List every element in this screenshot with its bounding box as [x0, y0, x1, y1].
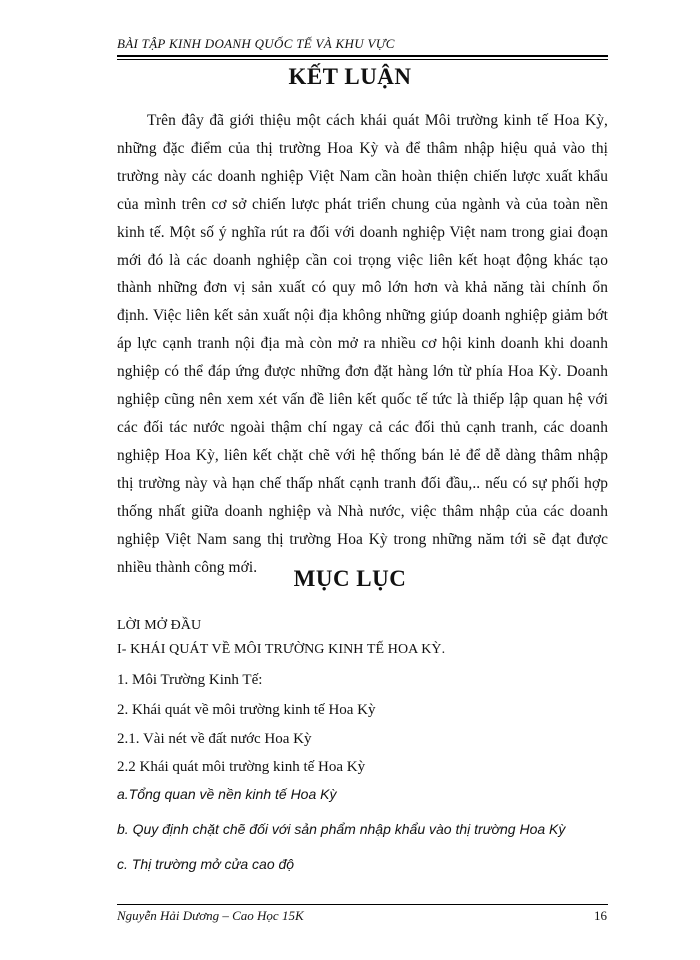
toc-item-intro: LỜI MỞ ĐẦU [117, 618, 202, 633]
footer-rule [117, 904, 608, 905]
conclusion-paragraph: Trên đây đã giới thiệu một cách khái quát Môi trường kinh tế Hoa Kỳ, những đặc điểm của thị trường Hoa Kỳ và để thâm nhập hiệu quả vào thị trường này các doanh nghiệp Việt Nam cần hoàn thiện chiến lược xuất khẩu của mình trên cơ sở chiến lược phát triển chung của ngành và của toàn nền kinh tế. Một số ý nghĩa rút ra đối với doanh nghiệp Việt nam trong giai đoạn mới đó là các doanh nghiệp cần coi trọng việc liên kết hoạt động khác tạo thành những đơn vị sản xuất có quy mô lớn hơn và khả năng tài chính ổn định. Việc liên kết sản xuất nội địa không những giúp doanh nghiệp giảm bớt áp lực cạnh tranh nội địa mà còn mở ra nhiều cơ hội kinh doanh khi doanh nghiệp có thể đáp ứng được những đơn đặt hàng lớn từ phía Hoa Kỳ. Doanh nghiệp cũng nên xem xét vấn đề liên kết quốc tế tức là thiếp lập quan hệ với các đối tác nước ngoài thậm chí ngay cả các đối thủ cạnh tranh, các doanh nghiệp Hoa Kỳ, liên kết chặt chẽ với hệ thống bán lẻ để dễ dàng thâm nhập thị trường này và hạn chế thấp nhất cạnh tranh đối đầu,.. nếu có sự phối hợp thống nhất giữa doanh nghiệp và Nhà nước, việc thâm nhập của các doanh nghiệp Việt Nam sang thị trường Hoa Kỳ trong những năm tới sẽ đạt được nhiều thành công mới. [117, 112, 608, 576]
toc-item-a: a.Tổng quan về nền kinh tế Hoa Kỳ [117, 786, 337, 802]
footer-author: Nguyễn Hải Dương – Cao Học 15K [117, 908, 304, 923]
toc-heading: MỤC LỤC [293, 566, 407, 591]
conclusion-heading: KẾT LUẬN [288, 64, 412, 89]
toc-item-2-1: 2.1. Vài nét về đất nước Hoa Kỳ [117, 731, 312, 747]
toc-item-1: 1. Môi Trường Kinh Tế: [117, 672, 263, 688]
toc-item-b: b. Quy định chặt chẽ đối với sản phẩm nhập khẩu vào thị trường Hoa Kỳ [117, 821, 566, 837]
toc-item-section-1: I- KHÁI QUÁT VỀ MÔI TRƯỜNG KINH TẾ HOA KỲ. [117, 642, 446, 657]
toc-item-2: 2. Khái quát về môi trường kinh tế Hoa Kỳ [117, 702, 376, 718]
page-number: 16 [594, 908, 607, 923]
header-rule-thin [117, 59, 608, 60]
header-title: BÀI TẬP KINH DOANH QUỐC TẾ VÀ KHU VỰC [117, 36, 395, 51]
header-rule [117, 55, 608, 57]
toc-item-2-2: 2.2 Khái quát môi trường kinh tế Hoa Kỳ [117, 759, 366, 775]
toc-item-c: c. Thị trường mở cửa cao độ [117, 856, 295, 872]
